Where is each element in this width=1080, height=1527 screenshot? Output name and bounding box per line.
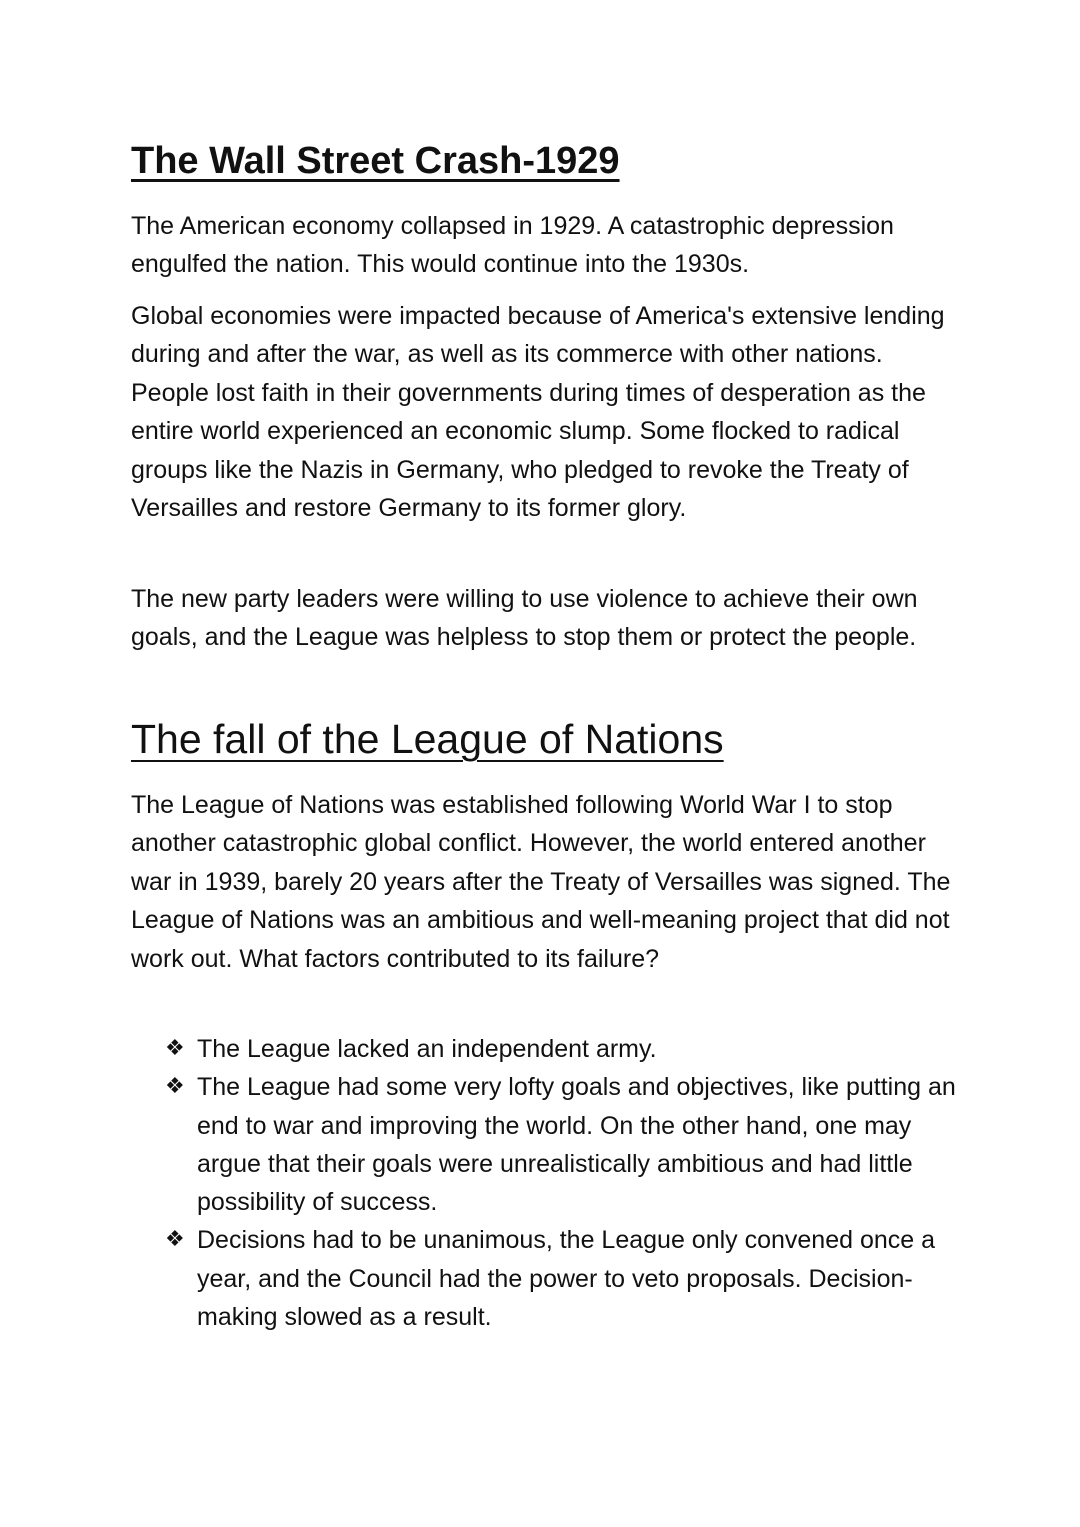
failure-factors-list xyxy=(165,1030,965,1336)
list-item xyxy=(165,1068,965,1221)
diamond-bullet-icon: ❖ xyxy=(165,1074,185,1100)
list-item xyxy=(165,1221,965,1336)
list-item-text: The League lacked an independent army. xyxy=(197,1035,657,1063)
paragraph-league-established: The League of Nations was established following World War I to stop another catastrophic global conflict. However, the world entered another war in 1939, barely 20 years after the Treaty of Versailles was signed. The League of Nations was an ambitious and well-meaning project that did not work out. What factors contributed to its failure? xyxy=(131,791,951,973)
section-heading-wall-street-crash: The Wall Street Crash-1929 xyxy=(131,140,620,182)
diamond-bullet-icon: ❖ xyxy=(165,1036,185,1061)
paragraph-party-leaders: The new party leaders were willing to use violence to achieve their own goals, and the League was helpless to stop them or protect the people. xyxy=(131,585,918,652)
paragraph-economy-collapse: The American economy collapsed in 1929. A catastrophic depression engulfed the nation. This would continue into the 1930s. xyxy=(131,212,894,279)
section-heading-league-fall: The fall of the League of Nations xyxy=(131,716,724,762)
paragraph-global-impact: Global economies were impacted because of America's extensive lending during and after the war, as well as its commerce with other nations. People lost faith in their governments during times of desperation as the entire world experienced an economic slump. Some flocked to radical groups like the Nazis in Germany, who pledged to revoke the Treaty of Versailles and restore Germany to its former glory. xyxy=(131,302,945,523)
diamond-bullet-icon: ❖ xyxy=(165,1227,185,1253)
list-item xyxy=(165,1030,965,1068)
list-item-text: The League had some very lofty goals and objectives, like putting an end to war and improving the world. On the other hand, one may argue that their goals were unrealistically ambitious and had little possibility of success. xyxy=(197,1073,956,1217)
list-item-text: Decisions had to be unanimous, the League only convened once a year, and the Council had the power to veto proposals. Decision-making slowed as a result. xyxy=(197,1226,936,1332)
